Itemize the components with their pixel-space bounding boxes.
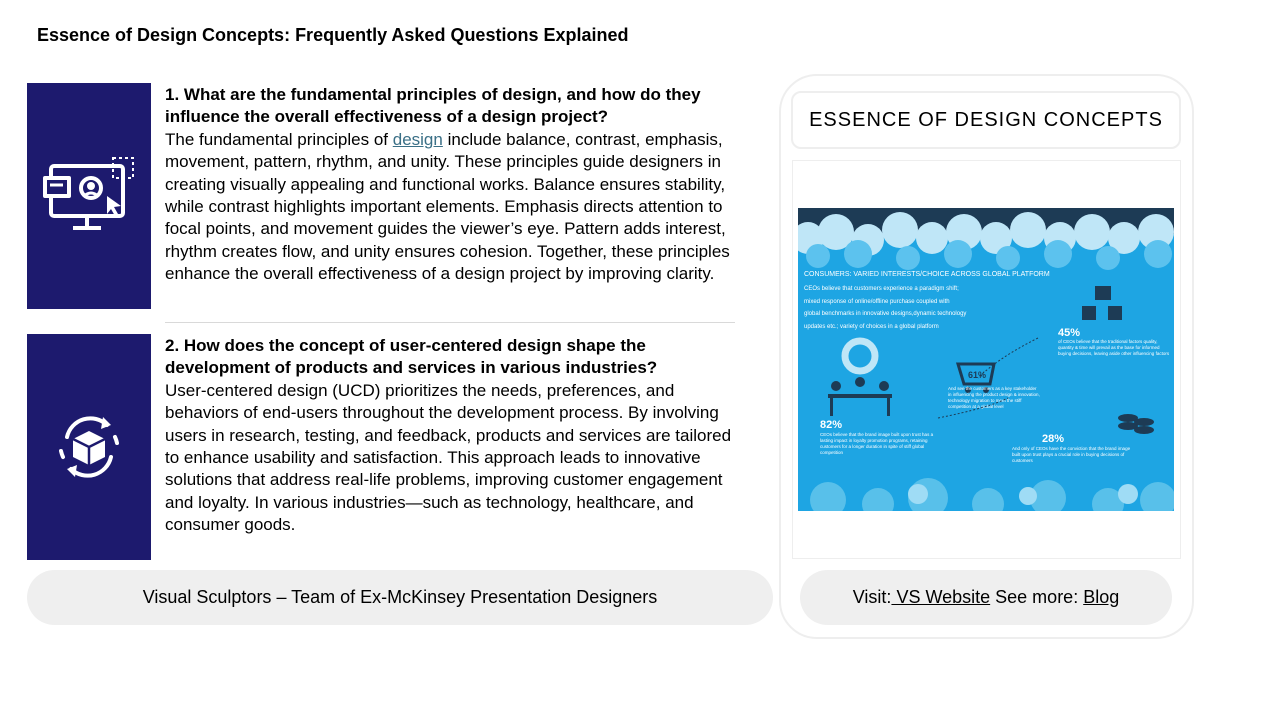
- stat-28-text: And only of CEOs have the conviction that the brand image built upon trust plays a crucial role in buying decisions of customers: [1012, 446, 1131, 463]
- faq-question: 2. How does the concept of user-centered design shape the development of products and services in various industries?: [165, 336, 658, 378]
- page-title: Essence of Design Concepts: Frequently Asked Questions Explained: [37, 25, 629, 45]
- faq-2-icon-panel: [27, 334, 151, 560]
- footer-banner: [27, 570, 773, 625]
- monitor-user-icon: [41, 156, 137, 236]
- faq-answer: User-centered design (UCD) prioritizes the needs, preferences, and behaviors of end-users throughout the development process. By involving users in research, testing, and feedback, products and services are tailored to enhance usability and satisfaction. This approach leads to innovative solutions that address real-life problems, improving customer engagement and loyalty. In various industries—such as technology, healthcare, and consumer goods.: [165, 380, 732, 535]
- visit-banner: [800, 570, 1172, 625]
- see-more-label: See more:: [990, 587, 1084, 607]
- visit-label: Visit:: [852, 587, 892, 607]
- stat-82-value: 82%: [820, 419, 843, 431]
- blog-link[interactable]: Blog: [1083, 587, 1120, 607]
- stat-45-text: of CEOs believe that the traditional factors quality, quantity & time will prevail as the base for informed buying decisions, leaving aside other influencing factors: [1058, 339, 1170, 356]
- faq-item-1: [165, 84, 740, 286]
- infographic-intro-line: CEOs believe that customers experience a paradigm shift;: [804, 286, 959, 292]
- infographic-image: [798, 208, 1174, 511]
- faq-answer-text: The fundamental principles of: [165, 129, 393, 149]
- stat-61-value: 61%: [968, 370, 987, 380]
- stat-45-value: 45%: [1058, 327, 1081, 339]
- stat-61-text: And see the customers as a key stakeholder in influencing the product design & innovation, technology migration to meet the stiff competition at a global level: [948, 386, 1040, 409]
- vs-website-link[interactable]: VS Website: [891, 587, 991, 607]
- faq-answer: [165, 129, 740, 286]
- stat-82-text: CEOs believe that the brand image built upon trust has a lasting impact in loyalty promotion programs, retaining customers for a longer duration in spite of stiff global competition: [820, 432, 934, 455]
- faq-1-icon-panel: [27, 83, 151, 309]
- faq-answer-text: include balance, contrast, emphasis, movement, pattern, rhythm, and unity. These principles guide designers in creating visually appealing and functional works. Balance ensures stability, while contrast highlights important elements. Emphasis directs attention to focal points, and movement guides the viewer’s eye. Pattern adds interest, rhythm creates flow, and unity ensures cohesion. Together, these principles enhance the overall effectiveness of a design project by improving clarity.: [165, 129, 730, 284]
- infographic-intro-line: mixed response of online/offline purchase coupled with: [804, 299, 950, 305]
- cycle-box-icon: [53, 411, 125, 483]
- infographic-heading: CONSUMERS: VARIED INTERESTS/CHOICE ACROSS GLOBAL PLATFORM: [804, 271, 1050, 278]
- infographic-intro-line: global benchmarks in innovative designs,dynamic technology: [804, 311, 967, 317]
- footer-text: Visual Sculptors – Team of Ex-McKinsey Presentation Designers: [142, 587, 658, 607]
- faq-item-2: [165, 335, 740, 537]
- faq-question: 1. What are the fundamental principles of design, and how do they influence the overall effectiveness of a design project?: [165, 85, 701, 127]
- infographic-intro-line: updates etc.; variety of choices in a global platform: [804, 324, 939, 330]
- side-card-title: ESSENCE OF DESIGN CONCEPTS: [791, 91, 1181, 149]
- design-link[interactable]: design: [392, 129, 443, 149]
- stat-28-value: 28%: [1042, 433, 1065, 445]
- faq-divider: [165, 322, 735, 323]
